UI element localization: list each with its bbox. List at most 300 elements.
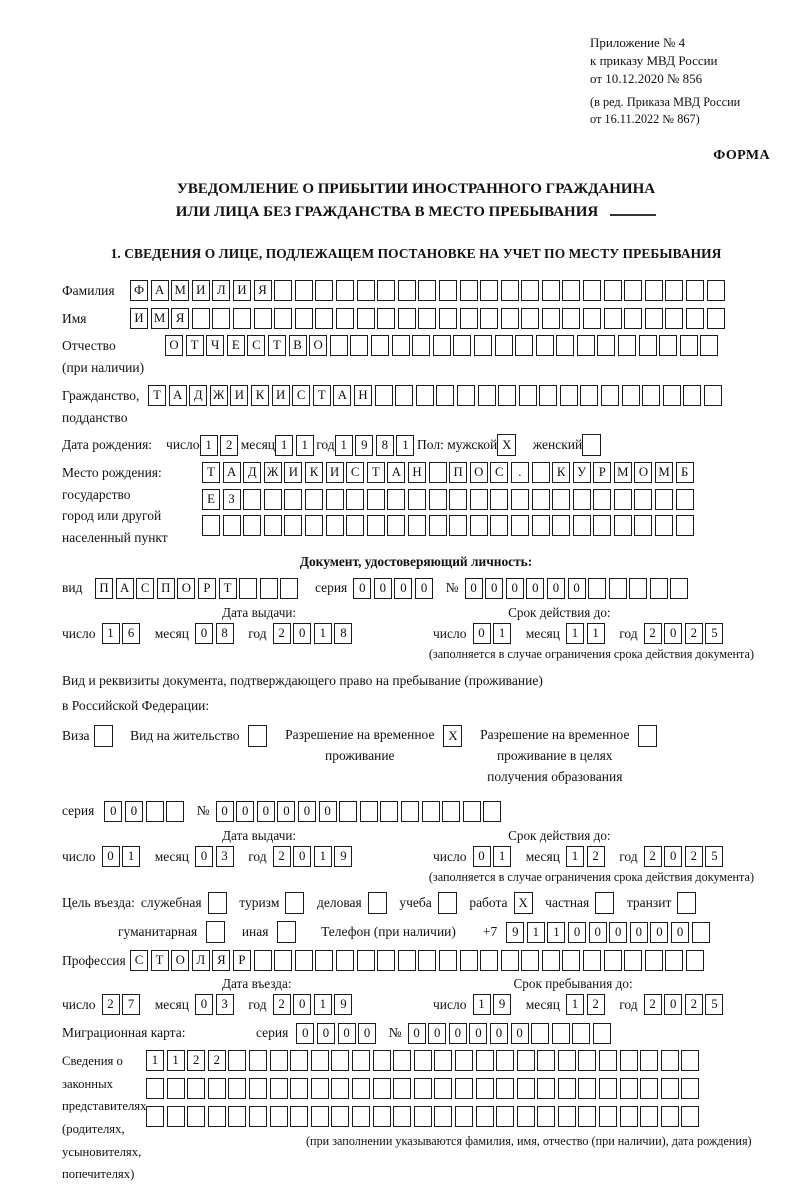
char-cell[interactable]: П	[157, 578, 175, 599]
char-cell[interactable]	[490, 515, 508, 536]
char-cell[interactable]: М	[655, 462, 673, 483]
char-cell[interactable]	[202, 515, 220, 536]
char-cell[interactable]	[346, 489, 364, 510]
char-cell[interactable]: О	[470, 462, 488, 483]
char-cell[interactable]	[650, 578, 668, 599]
char-cell[interactable]	[655, 515, 673, 536]
char-cell[interactable]	[416, 385, 434, 406]
char-cell[interactable]	[618, 335, 636, 356]
char-cell[interactable]: А	[169, 385, 187, 406]
char-cell[interactable]	[622, 385, 640, 406]
char-cell[interactable]	[336, 308, 354, 329]
char-cell[interactable]: Е	[227, 335, 245, 356]
char-cell[interactable]	[601, 385, 619, 406]
char-cell[interactable]	[457, 385, 475, 406]
char-cell[interactable]	[295, 280, 313, 301]
char-cell[interactable]: 0	[338, 1023, 356, 1044]
char-cell[interactable]	[439, 308, 457, 329]
char-cell[interactable]: 0	[374, 578, 392, 599]
char-cell[interactable]: 2	[220, 435, 238, 456]
char-cell[interactable]	[496, 1078, 514, 1099]
char-cell[interactable]	[146, 1078, 164, 1099]
char-cell[interactable]	[640, 1050, 658, 1071]
char-cell[interactable]	[367, 489, 385, 510]
char-cell[interactable]	[315, 950, 333, 971]
char-cell[interactable]	[665, 280, 683, 301]
char-cell[interactable]	[331, 1078, 349, 1099]
char-cell[interactable]	[274, 950, 292, 971]
char-cell[interactable]	[661, 1106, 679, 1127]
checkbox-cell[interactable]	[94, 725, 113, 747]
checkbox-cell[interactable]: X	[443, 725, 462, 747]
char-cell[interactable]: О	[165, 335, 183, 356]
char-cell[interactable]	[434, 1106, 452, 1127]
char-cell[interactable]: 0	[298, 801, 316, 822]
char-cell[interactable]	[531, 1023, 549, 1044]
char-cell[interactable]	[326, 489, 344, 510]
char-cell[interactable]	[501, 950, 519, 971]
char-cell[interactable]: 0	[547, 578, 565, 599]
char-cell[interactable]	[542, 950, 560, 971]
char-cell[interactable]: 0	[408, 1023, 426, 1044]
char-cell[interactable]: Т	[186, 335, 204, 356]
char-cell[interactable]: Л	[212, 280, 230, 301]
char-cell[interactable]	[146, 1106, 164, 1127]
char-cell[interactable]	[330, 335, 348, 356]
char-cell[interactable]: 1	[102, 623, 120, 644]
char-cell[interactable]	[686, 950, 704, 971]
char-cell[interactable]	[583, 950, 601, 971]
char-cell[interactable]	[496, 1106, 514, 1127]
char-cell[interactable]	[311, 1078, 329, 1099]
char-cell[interactable]	[295, 950, 313, 971]
char-cell[interactable]: 1	[566, 846, 584, 867]
char-cell[interactable]	[429, 489, 447, 510]
char-cell[interactable]	[270, 1050, 288, 1071]
char-cell[interactable]: 0	[664, 994, 682, 1015]
char-cell[interactable]: П	[95, 578, 113, 599]
char-cell[interactable]: 1	[122, 846, 140, 867]
char-cell[interactable]	[655, 489, 673, 510]
char-cell[interactable]	[614, 489, 632, 510]
char-cell[interactable]: 0	[319, 801, 337, 822]
char-cell[interactable]	[460, 280, 478, 301]
char-cell[interactable]: 0	[506, 578, 524, 599]
checkbox-cell[interactable]	[582, 434, 601, 456]
char-cell[interactable]	[624, 308, 642, 329]
char-cell[interactable]: С	[490, 462, 508, 483]
char-cell[interactable]	[480, 950, 498, 971]
char-cell[interactable]	[537, 1050, 555, 1071]
char-cell[interactable]: Я	[212, 950, 230, 971]
char-cell[interactable]: 0	[589, 922, 607, 943]
char-cell[interactable]: 1	[275, 435, 293, 456]
char-cell[interactable]	[284, 515, 302, 536]
char-cell[interactable]: 0	[428, 1023, 446, 1044]
char-cell[interactable]	[254, 950, 272, 971]
char-cell[interactable]	[274, 280, 292, 301]
char-cell[interactable]	[580, 385, 598, 406]
char-cell[interactable]	[208, 1106, 226, 1127]
char-cell[interactable]	[187, 1078, 205, 1099]
char-cell[interactable]: Б	[676, 462, 694, 483]
char-cell[interactable]: 2	[644, 846, 662, 867]
char-cell[interactable]	[377, 950, 395, 971]
char-cell[interactable]	[511, 515, 529, 536]
char-cell[interactable]	[270, 1106, 288, 1127]
checkbox-cell[interactable]: X	[514, 892, 533, 914]
char-cell[interactable]	[352, 1078, 370, 1099]
char-cell[interactable]: Д	[189, 385, 207, 406]
char-cell[interactable]	[578, 1078, 596, 1099]
char-cell[interactable]	[249, 1106, 267, 1127]
char-cell[interactable]	[661, 1050, 679, 1071]
char-cell[interactable]	[583, 280, 601, 301]
char-cell[interactable]	[645, 308, 663, 329]
char-cell[interactable]	[620, 1078, 638, 1099]
char-cell[interactable]	[645, 280, 663, 301]
char-cell[interactable]: 2	[685, 846, 703, 867]
char-cell[interactable]	[558, 1078, 576, 1099]
char-cell[interactable]	[578, 1106, 596, 1127]
char-cell[interactable]	[373, 1078, 391, 1099]
checkbox-cell[interactable]	[638, 725, 657, 747]
char-cell[interactable]	[429, 515, 447, 536]
char-cell[interactable]	[422, 801, 440, 822]
char-cell[interactable]	[604, 280, 622, 301]
char-cell[interactable]	[639, 335, 657, 356]
char-cell[interactable]: 5	[705, 994, 723, 1015]
char-cell[interactable]	[295, 308, 313, 329]
char-cell[interactable]	[223, 515, 241, 536]
char-cell[interactable]	[357, 950, 375, 971]
char-cell[interactable]	[609, 578, 627, 599]
char-cell[interactable]	[455, 1050, 473, 1071]
char-cell[interactable]: Л	[192, 950, 210, 971]
char-cell[interactable]: 0	[353, 578, 371, 599]
char-cell[interactable]	[436, 385, 454, 406]
char-cell[interactable]	[387, 489, 405, 510]
char-cell[interactable]: 8	[376, 435, 394, 456]
char-cell[interactable]: В	[289, 335, 307, 356]
char-cell[interactable]: 1	[587, 623, 605, 644]
char-cell[interactable]: 7	[122, 994, 140, 1015]
char-cell[interactable]: 1	[167, 1050, 185, 1071]
char-cell[interactable]: 1	[396, 435, 414, 456]
char-cell[interactable]	[243, 515, 261, 536]
char-cell[interactable]: И	[284, 462, 302, 483]
char-cell[interactable]	[558, 1050, 576, 1071]
char-cell[interactable]: 0	[568, 922, 586, 943]
char-cell[interactable]: 0	[195, 623, 213, 644]
char-cell[interactable]: 0	[104, 801, 122, 822]
char-cell[interactable]	[640, 1078, 658, 1099]
char-cell[interactable]	[661, 1078, 679, 1099]
char-cell[interactable]: 0	[296, 1023, 314, 1044]
char-cell[interactable]	[562, 950, 580, 971]
char-cell[interactable]: Я	[254, 280, 272, 301]
char-cell[interactable]	[352, 1106, 370, 1127]
char-cell[interactable]	[593, 489, 611, 510]
char-cell[interactable]	[593, 1023, 611, 1044]
char-cell[interactable]	[243, 489, 261, 510]
char-cell[interactable]	[588, 578, 606, 599]
char-cell[interactable]	[460, 308, 478, 329]
char-cell[interactable]	[326, 515, 344, 536]
char-cell[interactable]: С	[292, 385, 310, 406]
checkbox-cell[interactable]	[368, 892, 387, 914]
char-cell[interactable]: К	[305, 462, 323, 483]
char-cell[interactable]: Т	[148, 385, 166, 406]
char-cell[interactable]: О	[634, 462, 652, 483]
char-cell[interactable]	[455, 1078, 473, 1099]
char-cell[interactable]	[270, 1078, 288, 1099]
checkbox-cell[interactable]	[277, 921, 296, 943]
char-cell[interactable]	[360, 801, 378, 822]
char-cell[interactable]: 0	[415, 578, 433, 599]
char-cell[interactable]: Ж	[210, 385, 228, 406]
char-cell[interactable]	[532, 462, 550, 483]
char-cell[interactable]	[552, 489, 570, 510]
char-cell[interactable]	[228, 1106, 246, 1127]
char-cell[interactable]	[521, 308, 539, 329]
char-cell[interactable]: 2	[685, 623, 703, 644]
char-cell[interactable]	[707, 308, 725, 329]
char-cell[interactable]: 2	[587, 846, 605, 867]
char-cell[interactable]	[476, 1106, 494, 1127]
char-cell[interactable]	[449, 489, 467, 510]
char-cell[interactable]: 0	[125, 801, 143, 822]
char-cell[interactable]	[192, 308, 210, 329]
char-cell[interactable]: 0	[609, 922, 627, 943]
char-cell[interactable]	[380, 801, 398, 822]
char-cell[interactable]: 2	[208, 1050, 226, 1071]
checkbox-cell[interactable]	[285, 892, 304, 914]
char-cell[interactable]: 1	[493, 623, 511, 644]
char-cell[interactable]	[463, 801, 481, 822]
char-cell[interactable]	[490, 489, 508, 510]
checkbox-cell[interactable]	[206, 921, 225, 943]
char-cell[interactable]: 2	[685, 994, 703, 1015]
char-cell[interactable]: 9	[506, 922, 524, 943]
char-cell[interactable]: 0	[394, 578, 412, 599]
char-cell[interactable]	[239, 578, 257, 599]
char-cell[interactable]	[583, 308, 601, 329]
char-cell[interactable]: М	[614, 462, 632, 483]
char-cell[interactable]	[537, 1078, 555, 1099]
char-cell[interactable]	[146, 801, 164, 822]
char-cell[interactable]: .	[511, 462, 529, 483]
char-cell[interactable]: Ф	[130, 280, 148, 301]
char-cell[interactable]	[480, 308, 498, 329]
checkbox-cell[interactable]	[677, 892, 696, 914]
char-cell[interactable]: О	[171, 950, 189, 971]
char-cell[interactable]	[680, 335, 698, 356]
char-cell[interactable]	[686, 308, 704, 329]
char-cell[interactable]	[624, 280, 642, 301]
char-cell[interactable]	[620, 1106, 638, 1127]
char-cell[interactable]: 0	[511, 1023, 529, 1044]
char-cell[interactable]: 0	[317, 1023, 335, 1044]
char-cell[interactable]	[414, 1078, 432, 1099]
char-cell[interactable]	[393, 1106, 411, 1127]
char-cell[interactable]	[572, 1023, 590, 1044]
char-cell[interactable]	[470, 515, 488, 536]
char-cell[interactable]	[434, 1050, 452, 1071]
char-cell[interactable]	[167, 1106, 185, 1127]
char-cell[interactable]	[624, 950, 642, 971]
char-cell[interactable]: 0	[293, 623, 311, 644]
checkbox-cell[interactable]	[438, 892, 457, 914]
char-cell[interactable]	[455, 1106, 473, 1127]
char-cell[interactable]	[393, 1050, 411, 1071]
char-cell[interactable]: 2	[587, 994, 605, 1015]
char-cell[interactable]: 0	[465, 578, 483, 599]
char-cell[interactable]: 2	[644, 623, 662, 644]
char-cell[interactable]: И	[233, 280, 251, 301]
char-cell[interactable]: 9	[355, 435, 373, 456]
char-cell[interactable]: 9	[493, 994, 511, 1015]
char-cell[interactable]	[521, 280, 539, 301]
char-cell[interactable]	[562, 280, 580, 301]
char-cell[interactable]	[539, 385, 557, 406]
char-cell[interactable]: М	[171, 280, 189, 301]
char-cell[interactable]: 0	[630, 922, 648, 943]
char-cell[interactable]	[398, 950, 416, 971]
char-cell[interactable]	[350, 335, 368, 356]
char-cell[interactable]	[521, 950, 539, 971]
checkbox-cell[interactable]	[208, 892, 227, 914]
char-cell[interactable]	[414, 1050, 432, 1071]
char-cell[interactable]	[373, 1106, 391, 1127]
char-cell[interactable]	[517, 1106, 535, 1127]
char-cell[interactable]: Ж	[264, 462, 282, 483]
char-cell[interactable]	[663, 385, 681, 406]
char-cell[interactable]	[700, 335, 718, 356]
char-cell[interactable]	[352, 1050, 370, 1071]
char-cell[interactable]	[249, 1050, 267, 1071]
char-cell[interactable]	[629, 578, 647, 599]
char-cell[interactable]	[260, 578, 278, 599]
char-cell[interactable]: С	[130, 950, 148, 971]
char-cell[interactable]	[331, 1106, 349, 1127]
char-cell[interactable]	[707, 280, 725, 301]
char-cell[interactable]: 3	[216, 994, 234, 1015]
char-cell[interactable]	[305, 515, 323, 536]
char-cell[interactable]	[311, 1106, 329, 1127]
char-cell[interactable]	[537, 1106, 555, 1127]
char-cell[interactable]: 2	[187, 1050, 205, 1071]
char-cell[interactable]	[604, 950, 622, 971]
char-cell[interactable]	[398, 308, 416, 329]
char-cell[interactable]	[346, 515, 364, 536]
char-cell[interactable]: 0	[293, 994, 311, 1015]
char-cell[interactable]: 1	[473, 994, 491, 1015]
char-cell[interactable]: 0	[650, 922, 668, 943]
char-cell[interactable]	[339, 801, 357, 822]
char-cell[interactable]	[686, 280, 704, 301]
char-cell[interactable]	[311, 1050, 329, 1071]
char-cell[interactable]: Т	[219, 578, 237, 599]
char-cell[interactable]: 0	[293, 846, 311, 867]
char-cell[interactable]: 0	[526, 578, 544, 599]
char-cell[interactable]: И	[272, 385, 290, 406]
char-cell[interactable]	[558, 1106, 576, 1127]
char-cell[interactable]: 1	[146, 1050, 164, 1071]
char-cell[interactable]: 0	[485, 578, 503, 599]
char-cell[interactable]	[274, 308, 292, 329]
char-cell[interactable]	[377, 308, 395, 329]
char-cell[interactable]: И	[230, 385, 248, 406]
char-cell[interactable]	[290, 1050, 308, 1071]
char-cell[interactable]	[614, 515, 632, 536]
char-cell[interactable]: 2	[644, 994, 662, 1015]
char-cell[interactable]	[470, 489, 488, 510]
char-cell[interactable]	[704, 385, 722, 406]
char-cell[interactable]	[495, 335, 513, 356]
char-cell[interactable]	[474, 335, 492, 356]
char-cell[interactable]	[331, 1050, 349, 1071]
char-cell[interactable]	[645, 950, 663, 971]
char-cell[interactable]: У	[573, 462, 591, 483]
char-cell[interactable]: 1	[200, 435, 218, 456]
char-cell[interactable]: 0	[490, 1023, 508, 1044]
char-cell[interactable]: 0	[568, 578, 586, 599]
char-cell[interactable]: П	[449, 462, 467, 483]
char-cell[interactable]: 0	[102, 846, 120, 867]
char-cell[interactable]	[478, 385, 496, 406]
char-cell[interactable]	[476, 1078, 494, 1099]
char-cell[interactable]: Т	[367, 462, 385, 483]
char-cell[interactable]	[634, 515, 652, 536]
char-cell[interactable]	[676, 489, 694, 510]
char-cell[interactable]	[577, 335, 595, 356]
char-cell[interactable]: Я	[171, 308, 189, 329]
char-cell[interactable]: 0	[469, 1023, 487, 1044]
char-cell[interactable]	[599, 1078, 617, 1099]
char-cell[interactable]	[573, 515, 591, 536]
char-cell[interactable]: 1	[296, 435, 314, 456]
char-cell[interactable]	[542, 280, 560, 301]
char-cell[interactable]: К	[552, 462, 570, 483]
char-cell[interactable]: А	[333, 385, 351, 406]
char-cell[interactable]: 1	[527, 922, 545, 943]
char-cell[interactable]	[367, 515, 385, 536]
char-cell[interactable]: 2	[102, 994, 120, 1015]
char-cell[interactable]	[573, 489, 591, 510]
char-cell[interactable]	[315, 308, 333, 329]
char-cell[interactable]	[290, 1106, 308, 1127]
char-cell[interactable]	[434, 1078, 452, 1099]
char-cell[interactable]: А	[116, 578, 134, 599]
checkbox-cell[interactable]: X	[497, 434, 516, 456]
char-cell[interactable]	[453, 335, 471, 356]
char-cell[interactable]	[670, 578, 688, 599]
char-cell[interactable]	[460, 950, 478, 971]
char-cell[interactable]	[597, 335, 615, 356]
char-cell[interactable]	[511, 489, 529, 510]
char-cell[interactable]	[496, 1050, 514, 1071]
char-cell[interactable]: Д	[243, 462, 261, 483]
char-cell[interactable]	[642, 385, 660, 406]
char-cell[interactable]: Ч	[206, 335, 224, 356]
char-cell[interactable]	[542, 308, 560, 329]
char-cell[interactable]: Р	[593, 462, 611, 483]
char-cell[interactable]	[408, 489, 426, 510]
char-cell[interactable]: А	[151, 280, 169, 301]
char-cell[interactable]	[315, 280, 333, 301]
char-cell[interactable]: 0	[473, 846, 491, 867]
